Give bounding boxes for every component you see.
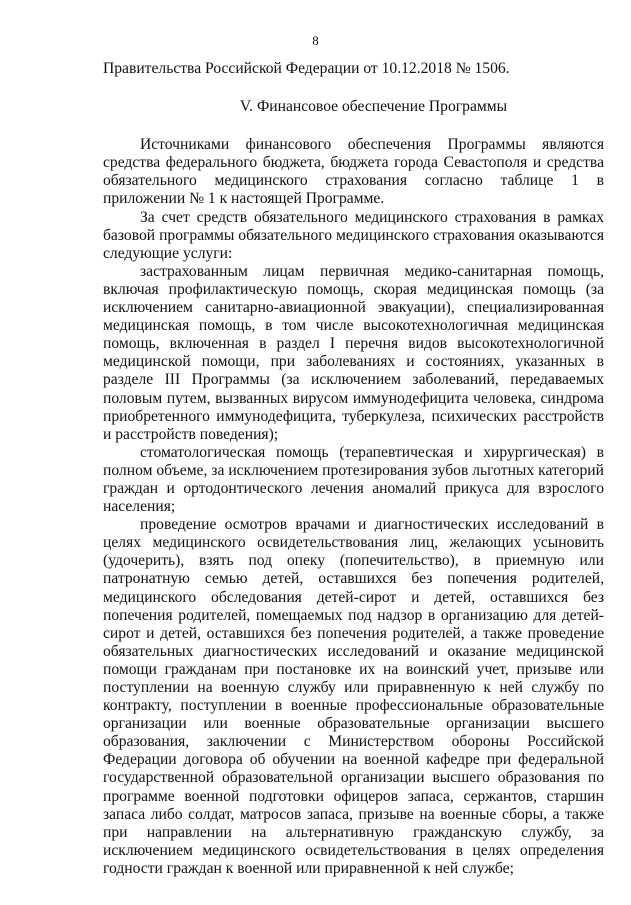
paragraph-primary-care: застрахованным лицам первичная медико-санитарная помощь, включая профилактическую помощь, скорая медицинская помощь (за исключением санитарно-авиационной эвакуации), специализированная медицинская помощь, в том числе высокотехнологичная медицинская помощь, включенная в раздел I перечня видов высокотехнологичной медицинской помощи, при заболеваниях и состояниях, указанных в разделе III Программы (за исключением заболеваний, передаваемых половым путем, вызванных вирусом иммунодефицита человека, синдрома приобретенного иммунодефицита, туберкулеза, психических расстройств и расстройств поведения); [103,262,604,443]
page-number: 8 [312,33,319,48]
paragraph-oms-intro: За счет средств обязательного медицинского страхования в рамках базовой программы обязательного медицинского страхования оказываются следующие услуги: [103,208,604,262]
paragraph-dental-care: стоматологическая помощь (терапевтическая и хирургическая) в полном объеме, за исключением протезирования зубов льготных категорий граждан и ортодонтического лечения аномалий прикуса для взрослого населения; [103,443,604,516]
paragraph-medical-exams: проведение осмотров врачами и диагностических исследований в целях медицинского освидетельствования лиц, желающих усыновить (удочерить), взять под опеку (попечительство), в приемную или патронатную семью детей, оставшихся без попечения родителей, медицинского обследования детей-сирот и детей, оставшихся без попечения родителей, помещаемых под надзор в организацию для детей-сирот и детей, оставшихся без попечения родителей, а также проведение обязательных диагностических исследований и оказание медицинской помощи гражданам при постановке их на воинский учет, призыве или поступлении на военную службу или приравненную к ней службу по контракту, поступлении в военные профессиональные образовательные организации или военные образовательные организации высшего образования, заключении с Министерством обороны Российской Федерации договора об обучении на военной кафедре при федеральной государственной образовательной организации высшего образования по программе военной подготовки офицеров запаса, сержантов, старшин запаса либо солдат, матросов запаса, призыве на военные сборы, а также при направлении на альтернативную гражданскую службу, за исключением медицинского освидетельствования в целях определения годности граждан к военной или приравненной к ней службе; [103,516,604,877]
document-body [103,60,604,878]
section-heading: V. Финансовое обеспечение Программы [239,98,508,116]
paragraph-funding-sources: Источниками финансового обеспечения Программы являются средства федерального бюджета, бюджета города Севастополя и средства обязательного медицинского страхования согласно таблице 1 в приложении № 1 к настоящей Программе. [103,136,604,208]
continuation-line: Правительства Российской Федерации от 10.12.2018 № 1506. [103,60,510,77]
